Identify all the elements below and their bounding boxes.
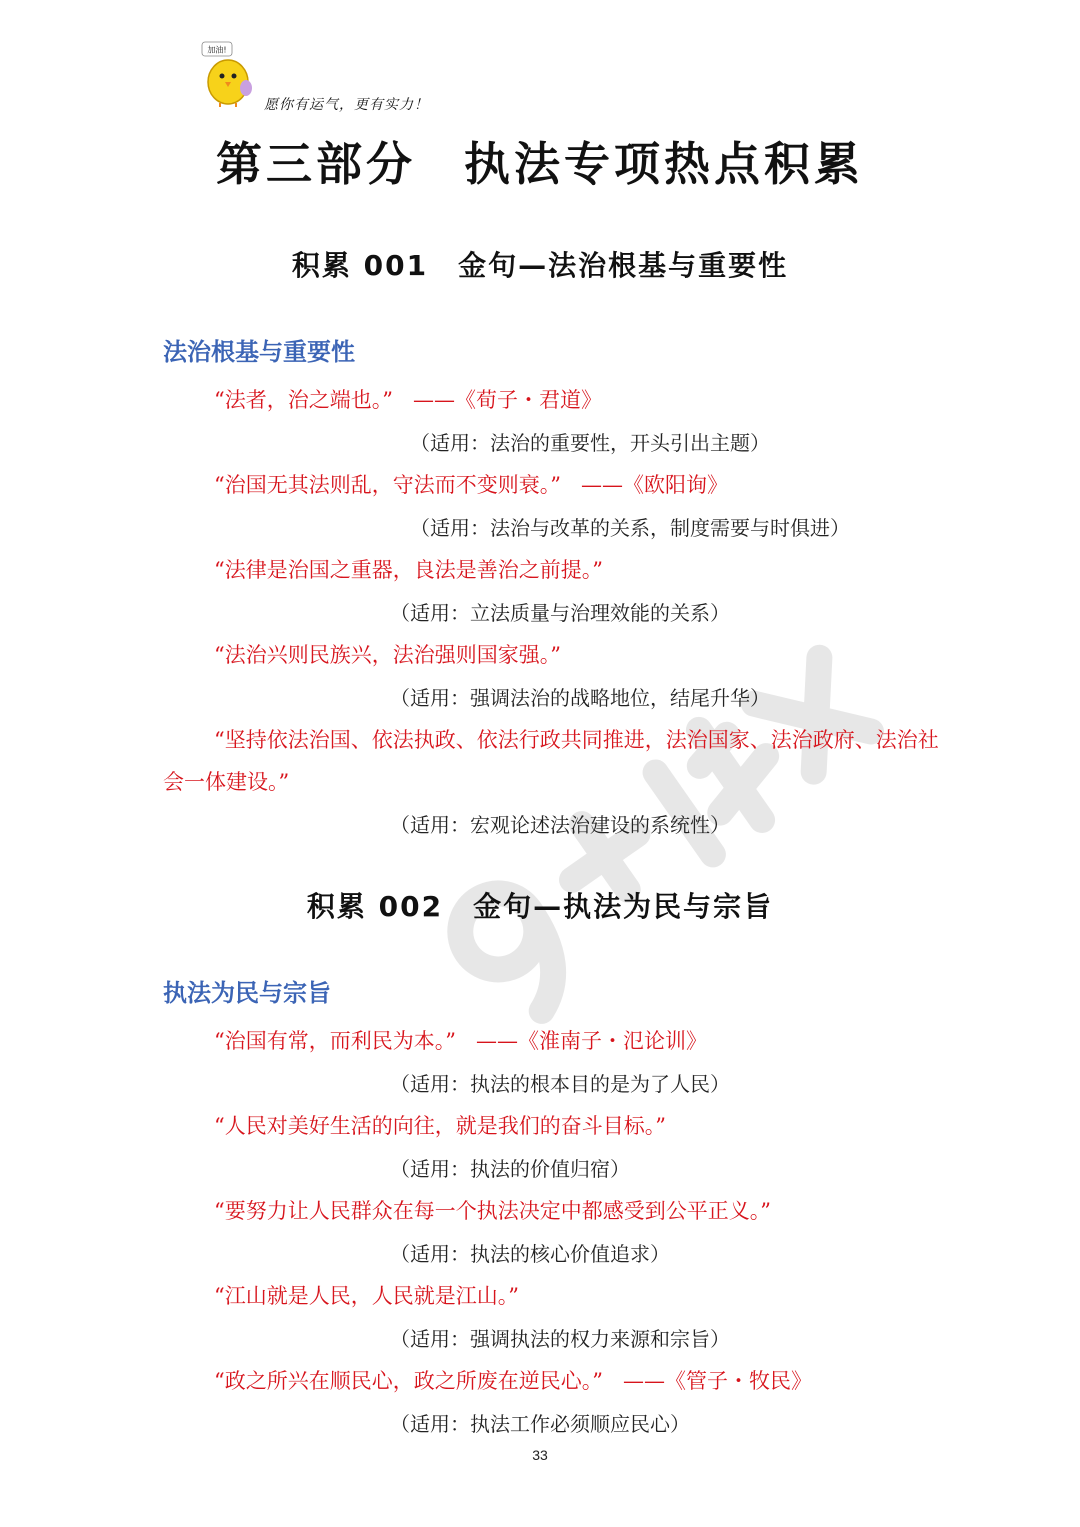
section-name: 金句—执法为民与宗旨 (473, 890, 774, 923)
slogan: 愿你有运气，更有实力！ (264, 97, 429, 113)
subheading: 法治根基与重要性 (163, 338, 355, 366)
quote (214, 1365, 812, 1395)
application-note: （适用：宏观论述法治建设的系统性） (390, 813, 730, 837)
quote-text: “法律是治国之重器，良法是善治之前提。” (214, 558, 603, 582)
quote (214, 469, 728, 499)
quote-text: “法者，治之端也。” (214, 388, 393, 412)
chick-logo-icon (198, 40, 258, 108)
quote: “坚持依法治国、依法执政、依法行政共同推进，法治国家、法治政府、法治社 (214, 728, 939, 752)
application-note: （适用：执法的价值归宿） (390, 1157, 630, 1181)
quote (214, 384, 602, 414)
section-number: 积累 002 (306, 890, 444, 923)
quote (214, 639, 561, 669)
logo-text: 加油! (207, 45, 227, 55)
quote-text: “治国无其法则乱，守法而不变则衰。” (214, 473, 561, 497)
page-number: 33 (532, 1447, 548, 1463)
page-title (0, 128, 1080, 194)
quote-source: ——《管子・牧民》 (622, 1369, 812, 1393)
section-title-001 (0, 244, 1080, 284)
quote (214, 1110, 666, 1140)
title-name: 执法专项热点积累 (464, 137, 864, 191)
title-part: 第三部分 (216, 137, 416, 191)
quote-text: “要努力让人民群众在每一个执法决定中都感受到公平正义。” (214, 1199, 771, 1223)
quote (214, 554, 603, 584)
application-note: （适用：执法工作必须顺应民心） (390, 1412, 690, 1436)
quote-source: ——《淮南子・氾论训》 (475, 1029, 707, 1053)
application-note: （适用：强调执法的权力来源和宗旨） (390, 1327, 730, 1351)
quote-text: “法治兴则民族兴，法治强则国家强。” (214, 643, 561, 667)
section-title-002 (0, 885, 1080, 925)
quote-text: “政之所兴在顺民心，政之所废在逆民心。” (214, 1369, 603, 1393)
application-note: （适用：强调法治的战略地位，结尾升华） (390, 686, 770, 710)
quote-text: “治国有常，而利民为本。” (214, 1029, 456, 1053)
subheading: 执法为民与宗旨 (163, 979, 331, 1007)
section-number: 积累 001 (291, 249, 429, 282)
quote-source: ——《荀子・君道》 (412, 388, 602, 412)
application-note: （适用：法治与改革的关系，制度需要与时俱进） (410, 516, 850, 540)
application-note: （适用：立法质量与治理效能的关系） (390, 601, 730, 625)
quote-text: “江山就是人民，人民就是江山。” (214, 1284, 519, 1308)
quote (214, 1280, 519, 1310)
quote-source: ——《欧阳询》 (580, 473, 728, 497)
quote (214, 1195, 771, 1225)
quote-text: “人民对美好生活的向往，就是我们的奋斗目标。” (214, 1114, 666, 1138)
application-note: （适用：法治的重要性，开头引出主题） (410, 431, 770, 455)
section-name: 金句—法治根基与重要性 (458, 249, 789, 282)
quote-continuation: 会一体建设。” (163, 770, 290, 794)
application-note: （适用：执法的核心价值追求） (390, 1242, 670, 1266)
quote (214, 1025, 707, 1055)
application-note: （适用：执法的根本目的是为了人民） (390, 1072, 730, 1096)
